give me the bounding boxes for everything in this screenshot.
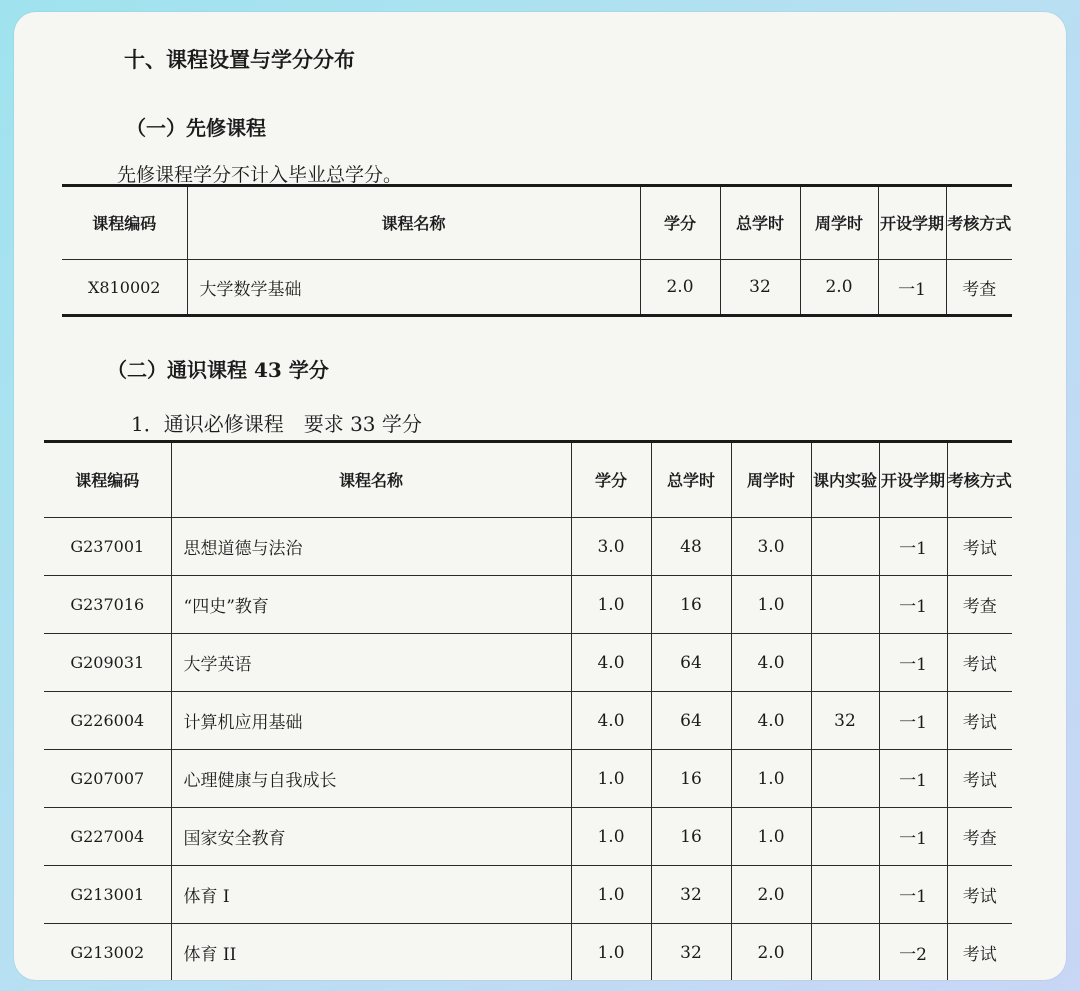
cell-semester: 一1 xyxy=(879,634,947,692)
document-page xyxy=(14,12,1066,980)
cell-lab: 32 xyxy=(811,692,879,750)
header-assessment: 考核方式 xyxy=(946,186,1012,260)
general-required-course-table xyxy=(44,440,1012,980)
cell-weekly-hours: 2.0 xyxy=(731,924,811,981)
cell-credit: 1.0 xyxy=(571,576,651,634)
table-row xyxy=(44,692,1012,750)
cell-assessment: 考试 xyxy=(947,518,1012,576)
cell-weekly-hours: 4.0 xyxy=(731,634,811,692)
header-weekly-hours: 周学时 xyxy=(800,186,878,260)
section1-title: （一）先修课程 xyxy=(126,116,266,140)
cell-code: G237016 xyxy=(44,576,171,634)
cell-total-hours: 32 xyxy=(651,866,731,924)
cell-total-hours: 32 xyxy=(651,924,731,981)
cell-credit: 2.0 xyxy=(640,260,720,316)
cell-semester: 一2 xyxy=(879,924,947,981)
cell-semester: 一1 xyxy=(879,808,947,866)
main-heading: 十、课程设置与学分分布 xyxy=(124,47,355,72)
cell-total-hours: 16 xyxy=(651,750,731,808)
cell-name: 大学英语 xyxy=(171,634,571,692)
cell-name: 计算机应用基础 xyxy=(171,692,571,750)
cell-lab xyxy=(811,808,879,866)
table-row xyxy=(44,750,1012,808)
table-row xyxy=(44,808,1012,866)
cell-weekly-hours: 4.0 xyxy=(731,692,811,750)
cell-name: 大学数学基础 xyxy=(187,260,640,316)
header-semester: 开设学期 xyxy=(878,186,946,260)
header-name: 课程名称 xyxy=(187,186,640,260)
cell-name: 心理健康与自我成长 xyxy=(171,750,571,808)
header-lab: 课内实验 xyxy=(811,442,879,518)
cell-semester: 一1 xyxy=(879,518,947,576)
prerequisite-course-table xyxy=(62,184,1012,317)
cell-code: X810002 xyxy=(62,260,187,316)
cell-assessment: 考查 xyxy=(947,808,1012,866)
cell-name: 国家安全教育 xyxy=(171,808,571,866)
cell-total-hours: 16 xyxy=(651,576,731,634)
cell-code: G226004 xyxy=(44,692,171,750)
header-weekly-hours: 周学时 xyxy=(731,442,811,518)
table-header-row xyxy=(44,442,1012,518)
cell-credit: 1.0 xyxy=(571,924,651,981)
table-header-row xyxy=(62,186,1012,260)
cell-weekly-hours: 1.0 xyxy=(731,808,811,866)
table-row xyxy=(44,518,1012,576)
section1-note: 先修课程学分不计入毕业总学分。 xyxy=(117,164,403,186)
table-row xyxy=(44,576,1012,634)
cell-lab xyxy=(811,634,879,692)
cell-weekly-hours: 3.0 xyxy=(731,518,811,576)
table-row xyxy=(44,924,1012,981)
cell-credit: 3.0 xyxy=(571,518,651,576)
cell-credit: 1.0 xyxy=(571,750,651,808)
table-body xyxy=(44,518,1012,981)
cell-weekly-hours: 1.0 xyxy=(731,750,811,808)
cell-code: G227004 xyxy=(44,808,171,866)
cell-credit: 1.0 xyxy=(571,866,651,924)
cell-code: G209031 xyxy=(44,634,171,692)
cell-code: G207007 xyxy=(44,750,171,808)
cell-credit: 1.0 xyxy=(571,808,651,866)
cell-name: 体育 II xyxy=(171,924,571,981)
header-name: 课程名称 xyxy=(171,442,571,518)
cell-assessment: 考查 xyxy=(946,260,1012,316)
cell-lab xyxy=(811,518,879,576)
section2-subtitle: 1．通识必修课程 要求 33 学分 xyxy=(131,412,422,436)
table-row xyxy=(62,260,1012,316)
cell-weekly-hours: 2.0 xyxy=(731,866,811,924)
section2-title: （二）通识课程 43 学分 xyxy=(107,358,329,382)
cell-credit: 4.0 xyxy=(571,634,651,692)
cell-assessment: 考试 xyxy=(947,924,1012,981)
cell-name: 体育 I xyxy=(171,866,571,924)
cell-name: “四史”教育 xyxy=(171,576,571,634)
cell-weekly-hours: 1.0 xyxy=(731,576,811,634)
cell-code: G237001 xyxy=(44,518,171,576)
header-total-hours: 总学时 xyxy=(720,186,800,260)
header-assessment: 考核方式 xyxy=(947,442,1012,518)
cell-assessment: 考试 xyxy=(947,866,1012,924)
table-row xyxy=(44,634,1012,692)
header-credit: 学分 xyxy=(571,442,651,518)
cell-credit: 4.0 xyxy=(571,692,651,750)
cell-assessment: 考查 xyxy=(947,576,1012,634)
cell-lab xyxy=(811,866,879,924)
header-code: 课程编码 xyxy=(62,186,187,260)
cell-semester: 一1 xyxy=(879,692,947,750)
cell-lab xyxy=(811,924,879,981)
cell-assessment: 考试 xyxy=(947,692,1012,750)
cell-assessment: 考试 xyxy=(947,750,1012,808)
header-total-hours: 总学时 xyxy=(651,442,731,518)
cell-semester: 一1 xyxy=(879,750,947,808)
cell-weekly-hours: 2.0 xyxy=(800,260,878,316)
cell-total-hours: 64 xyxy=(651,692,731,750)
cell-lab xyxy=(811,750,879,808)
header-code: 课程编码 xyxy=(44,442,171,518)
cell-total-hours: 16 xyxy=(651,808,731,866)
cell-total-hours: 32 xyxy=(720,260,800,316)
cell-code: G213002 xyxy=(44,924,171,981)
cell-total-hours: 64 xyxy=(651,634,731,692)
cell-assessment: 考试 xyxy=(947,634,1012,692)
cell-code: G213001 xyxy=(44,866,171,924)
header-semester: 开设学期 xyxy=(879,442,947,518)
cell-semester: 一1 xyxy=(878,260,946,316)
cell-name: 思想道德与法治 xyxy=(171,518,571,576)
cell-lab xyxy=(811,576,879,634)
table-row xyxy=(44,866,1012,924)
cell-semester: 一1 xyxy=(879,866,947,924)
cell-total-hours: 48 xyxy=(651,518,731,576)
cell-semester: 一1 xyxy=(879,576,947,634)
header-credit: 学分 xyxy=(640,186,720,260)
